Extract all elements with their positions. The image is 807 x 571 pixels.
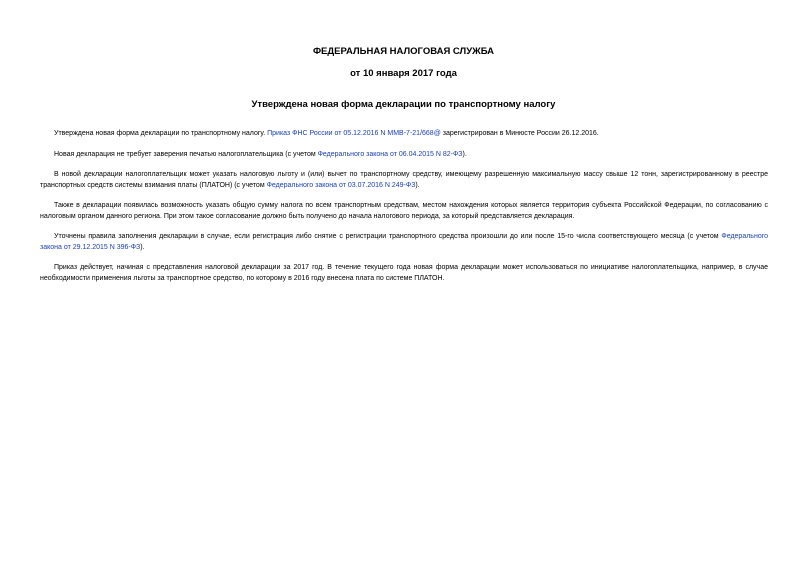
link-order-fns[interactable]: Приказ ФНС России от 05.12.2016 N ММВ-7-21/668@ xyxy=(267,130,441,137)
paragraph-text: Уточнены правила заполнения декларации в случае, если регистрация либо снятие с регистрации транспортного средства произошли до или после 15-го числа соответствующего месяца (с учетом xyxy=(54,233,722,240)
paragraph-text: Также в декларации появилась возможность указать общую сумму налога по всем транспортным средствам, местом нахождения которых является территория субъекта Российской Федерации, по согласованию с налоговым органом данного региона. При этом такое согласование должно быть получено до начала налогового периода, за который представляется декларация. xyxy=(40,202,768,220)
paragraph-6 xyxy=(40,263,768,284)
paragraph-text: Новая декларация не требует заверения печатью налогоплательщика (с учетом xyxy=(54,150,318,158)
paragraph-text: Приказ действует, начиная с представления налоговой декларации за 2017 год. В течение текущего года новая форма декларации может использоваться по инициативе налогоплательщика, например, в случае необходимости применения льготы за транспортное средство, по которому в 2016 году внесена плата по системе ПЛАТОН. xyxy=(40,264,768,282)
paragraph-text: ). xyxy=(140,243,145,251)
paragraph-1 xyxy=(40,129,768,140)
link-law-249-fz[interactable]: Федерального закона от 03.07.2016 N 249-ФЗ xyxy=(266,181,416,189)
paragraph-text: ). xyxy=(415,181,420,189)
document-body xyxy=(40,129,768,294)
paragraph-text: В новой декларации налогоплательщик может указать налоговую льготу и (или) вычет по транспортному средству, имеющему разрешенную максимальную массу свыше 12 тонн, зарегистрированному в реестре транспортных средств системы взимания платы (ПЛАТОН) (с учетом xyxy=(40,171,768,189)
paragraph-4 xyxy=(40,201,768,222)
paragraph-text: зарегистрирован в Минюсте России 26.12.2016. xyxy=(440,130,599,137)
document-headline: Утверждена новая форма декларации по транспортному налогу xyxy=(251,99,556,110)
paragraph-3 xyxy=(40,170,768,191)
link-law-396-fz[interactable]: Федерального закона от 29.12.2015 N 396-ФЗ xyxy=(40,233,768,251)
org-heading: ФЕДЕРАЛЬНАЯ НАЛОГОВАЯ СЛУЖБА xyxy=(312,46,495,57)
paragraph-text: Утверждена новая форма декларации по транспортному налогу. xyxy=(54,130,266,137)
paragraph-2 xyxy=(40,150,768,161)
link-law-82-fz[interactable]: Федерального закона от 06.04.2015 N 82-ФЗ xyxy=(317,150,463,158)
date-heading: от 10 января 2017 года xyxy=(350,68,457,79)
paragraph-text: ). xyxy=(462,150,467,158)
paragraph-5 xyxy=(40,232,768,253)
